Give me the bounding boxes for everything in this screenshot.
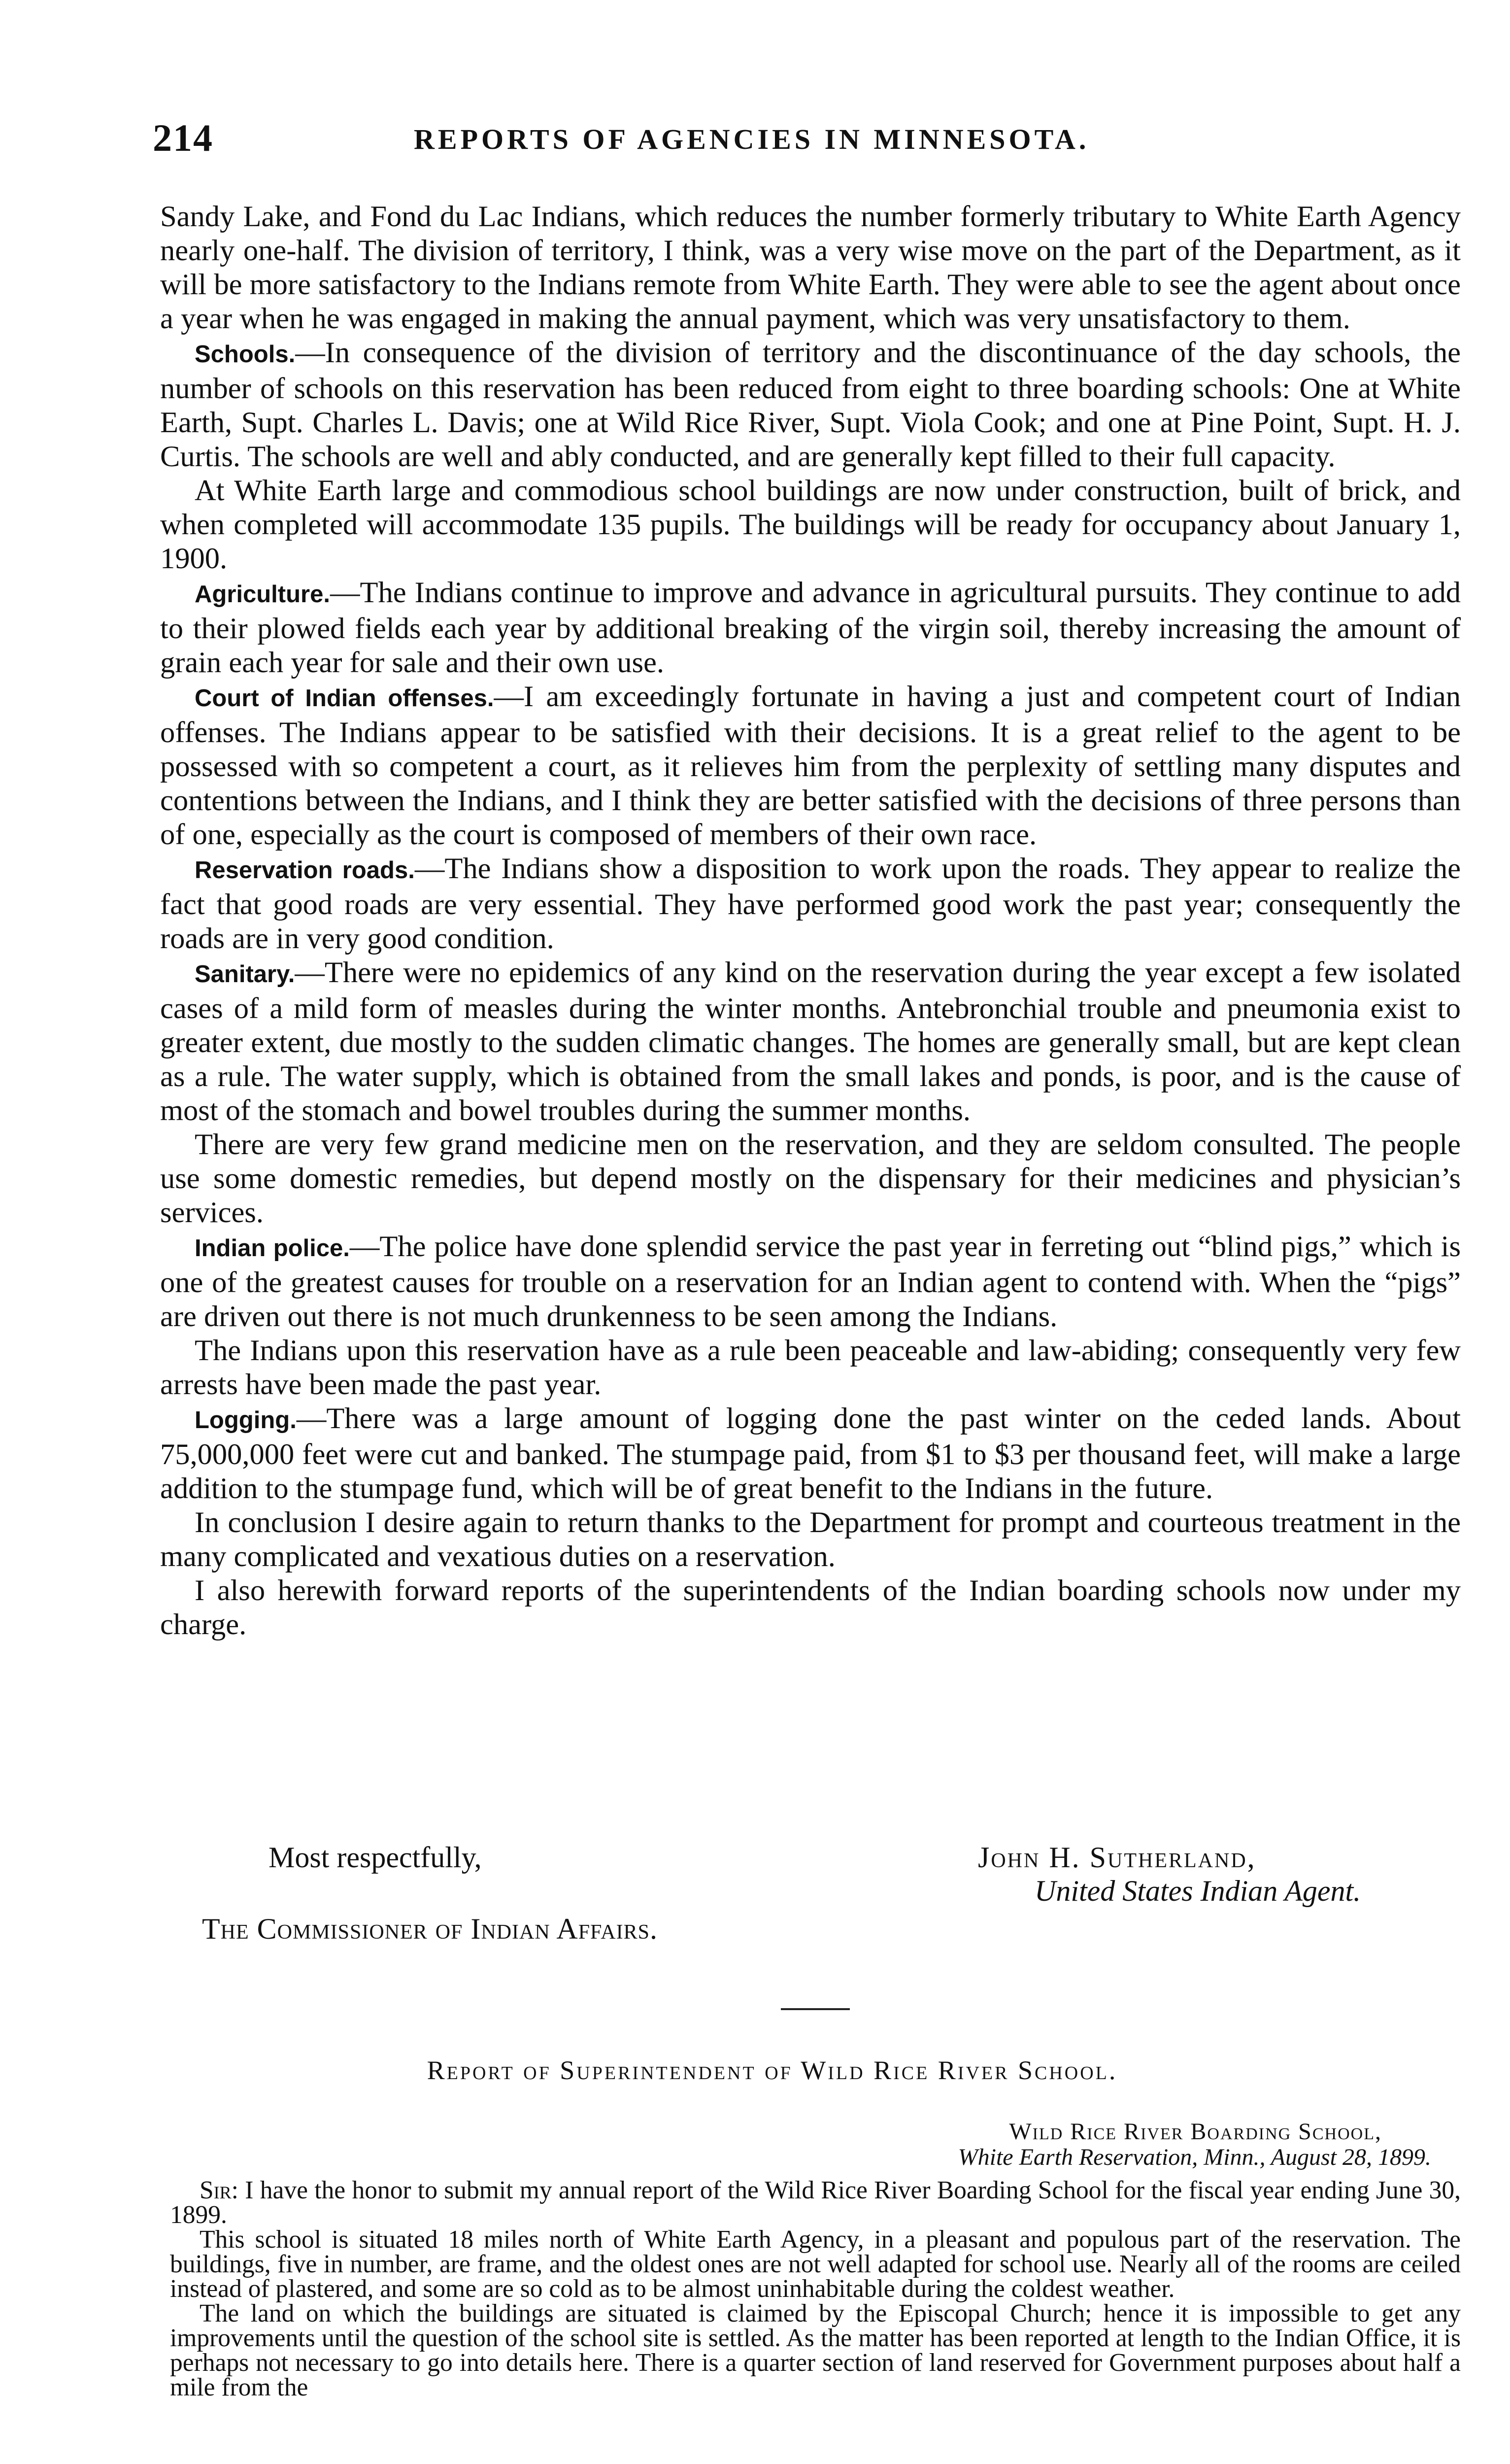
running-head: REPORTS OF AGENCIES IN MINNESOTA. <box>414 123 1090 155</box>
dateline-date: White Earth Reservation, Minn., August 28, 1899. <box>958 2144 1431 2170</box>
section-divider <box>781 2008 850 2010</box>
sanitary-text: —There were no epidemics of any kind on the reservation during the year except a few isolated cases of a mild form of measles during the winter months. Antebronchial trouble and pneumonia exist to greater extent, due mostly to the sudden climatic changes. The homes are generally small, but are kept clean as a rule. The water supply, which is obtained from the small lakes and ponds, is poor, and is the cause of most of the stomach and bowel troubles during the summer months. <box>160 956 1461 1127</box>
paragraph-roads <box>160 852 1461 956</box>
paragraph-agriculture <box>160 576 1461 680</box>
paragraph-police <box>160 1230 1461 1334</box>
police-text: —The police have done splendid service the past year in ferreting out “blind pigs,” which is one of the greatest causes for trouble on a reservation for an Indian agent to contend with. When the “pigs” are driven out there is not much drunkenness to be seen among the Indians. <box>160 1230 1461 1333</box>
paragraph-salutation <box>170 2178 1461 2227</box>
section-head-roads: Reservation roads. <box>195 857 415 884</box>
roads-text: —The Indians show a disposition to work upon the roads. They appear to realize the fact that good roads are very essential. They have performed good work the past year; consequently the roads are in very good condition. <box>160 852 1461 955</box>
section-head-sanitary: Sanitary. <box>195 961 295 988</box>
salutation-sir: Sir: <box>200 2176 238 2204</box>
section-head-police: Indian police. <box>195 1235 350 1262</box>
paragraph-white-earth-buildings: At White Earth large and commodious school buildings are now under construction, built of brick, and when completed will accommodate 135 pupils. The buildings will be ready for occupancy about January 1, 1900. <box>160 474 1461 575</box>
signature-block <box>978 1841 1361 1908</box>
paragraph-schools <box>160 336 1461 474</box>
paragraph-sanitary <box>160 956 1461 1128</box>
court-text: —I am exceedingly fortunate in having a just and competent court of Indian offenses. The Indians appear to be satisfied with their decisions. It is a great relief to the agent to be possessed with so competent a court, as it relieves him from the perplexity of settling many disputes and contentions between the Indians, and I think they are better satisfied with the decisions of three persons than of one, especially as the court is composed of members of their own race. <box>160 680 1461 851</box>
agent-report-body <box>160 200 1461 1642</box>
signatory-name: John H. Sutherland, <box>978 1841 1256 1874</box>
report-dateline <box>958 2119 1431 2170</box>
logging-text: —There was a large amount of logging done the past winter on the ceded lands. About 75,000,000 feet were cut and banked. The stumpage paid, from $1 to $3 per thousand feet, will make a large addition to the stumpage fund, which will be of great benefit to the Indians in the future. <box>160 1402 1461 1505</box>
paragraph-division-territory: Sandy Lake, and Fond du Lac Indians, which reduces the number formerly tributary to White Earth Agency nearly one-half. The division of territory, I think, was a very wise move on the part of the Department, as it will be more satisfactory to the Indians remote from White Earth. They were able to see the agent about once a year when he was engaged in making the annual payment, which was very unsatisfactory to them. <box>160 200 1461 335</box>
schools-text: —In consequence of the division of territory and the discontinuance of the day schools, the number of schools on this reservation has been reduced from eight to three boarding schools: One at White Earth, Supt. Charles L. Davis; one at Wild Rice River, Supt. Viola Cook; and one at Pine Point, Supt. H. J. Curtis. The schools are well and ably conducted, and are generally kept filled to their full capacity. <box>160 336 1461 473</box>
paragraph-logging <box>160 1402 1461 1506</box>
school-report-body <box>170 2178 1461 2400</box>
signatory-title: United States Indian Agent. <box>1035 1875 1361 1907</box>
paragraph-peaceable: The Indians upon this reservation have as a rule been peaceable and law-abiding; consequently very few arrests have been made the past year. <box>160 1334 1461 1401</box>
paragraph-court <box>160 680 1461 852</box>
section-head-court: Court of Indian offenses. <box>195 685 494 712</box>
paragraph-school-location: This school is situated 18 miles north of White Earth Agency, in a pleasant and populous part of the reservation. The buildings, five in number, are frame, and the oldest ones are not well adapted for school use. Nearly all of the rooms are ceiled instead of plastered, and some are so cold as to be almost uninhabitable during the coldest weather. <box>170 2225 1461 2303</box>
paragraph-school-land: The land on which the buildings are situated is claimed by the Episcopal Church; hence it is impossible to get any improvements until the question of the school site is settled. As the matter has been reported at length to the Indian Office, it is perhaps not necessary to go into details here. There is a quarter section of land reserved for Government purposes about half a mile from the <box>170 2299 1461 2401</box>
section-head-schools: Schools. <box>195 341 296 368</box>
page-header <box>153 116 1463 170</box>
salutation-text: I have the honor to submit my annual report of the Wild Rice River Boarding School for the fiscal year ending June 30, 1899. <box>170 2176 1461 2229</box>
paragraph-medicine-men: There are very few grand medicine men on the reservation, and they are seldom consulted. The people use some domestic remedies, but depend mostly on the dispensary for their medicines and physician’s services. <box>160 1128 1461 1229</box>
section-head-logging: Logging. <box>195 1407 297 1434</box>
dateline-place: Wild Rice River Boarding School, <box>1009 2119 1382 2145</box>
agriculture-text: —The Indians continue to improve and advance in agricultural pursuits. They continue to add to their plowed fields each year by additional breaking of the virgin soil, thereby increasing the amount of grain each year for sale and their own use. <box>160 576 1461 679</box>
closing-salutation: Most respectfully, <box>268 1841 482 1874</box>
report-title: Report of Superintendent of Wild Rice River School. <box>427 2055 1118 2085</box>
page-number: 214 <box>153 116 213 159</box>
addressee: The Commissioner of Indian Affairs. <box>202 1913 658 1945</box>
paragraph-forward-reports: I also herewith forward reports of the superintendents of the Indian boarding schools now under my charge. <box>160 1574 1461 1641</box>
section-head-agriculture: Agriculture. <box>195 581 330 608</box>
paragraph-conclusion: In conclusion I desire again to return thanks to the Department for prompt and courteous treatment in the many complicated and vexatious duties on a reservation. <box>160 1506 1461 1573</box>
